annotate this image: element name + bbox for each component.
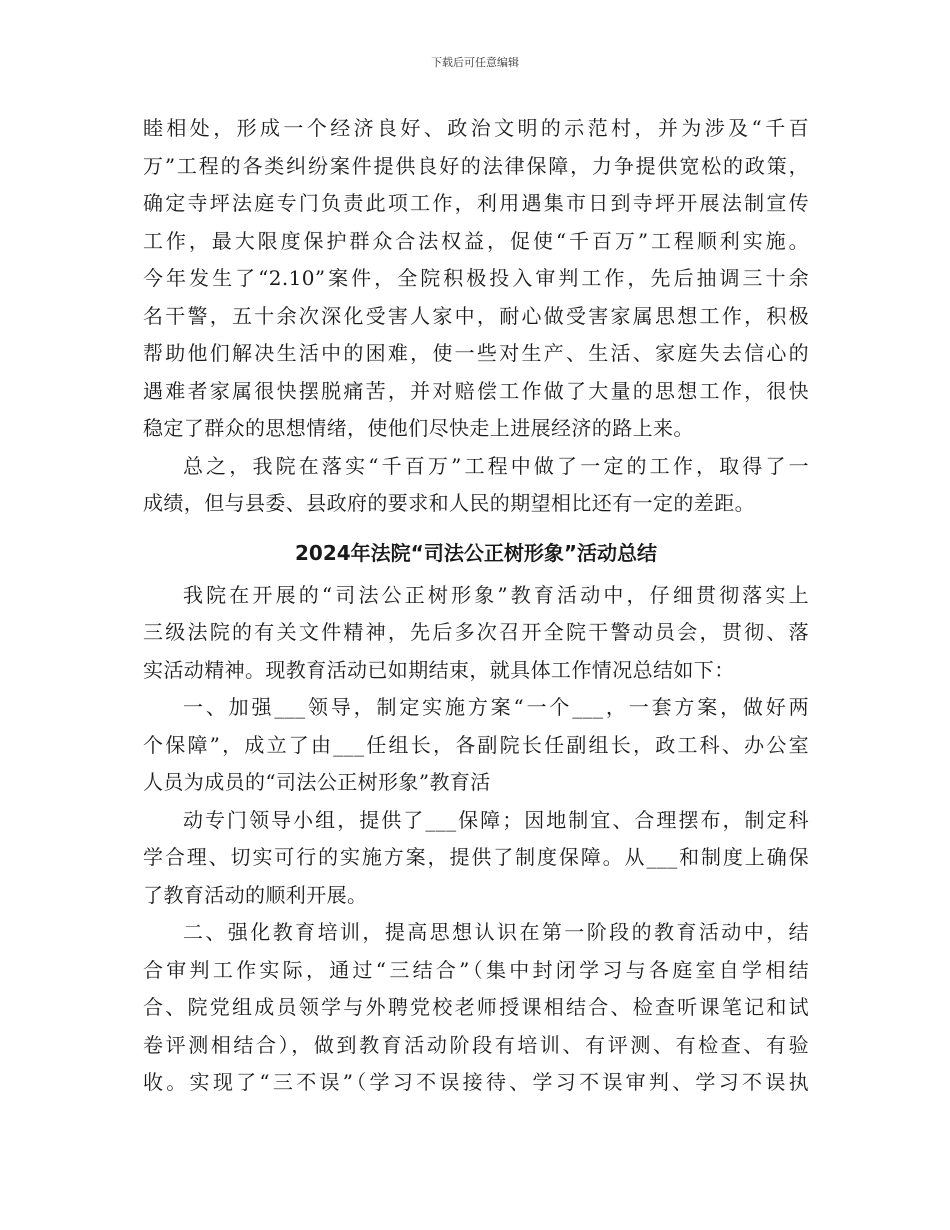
text-line: 稳定了群众的思想情绪，使他们尽快走上进展经济的路上来。 xyxy=(143,416,694,440)
text-line: 合、院党组成员领学与外聘党校老师授课相结合、检查听课笔记和试 xyxy=(143,995,809,1019)
text-line: 收。实现了“三不误”（学习不误接待、学习不误审判、学习不误执 xyxy=(143,1070,809,1094)
text-line: 今年发生了“2.10”案件，全院积极投入审判工作，先后抽调三十余 xyxy=(143,266,809,290)
section-title: 2024年法院“司法公正树形象”活动总结 xyxy=(295,540,657,565)
paragraph-point-1 xyxy=(143,689,809,802)
paragraph-intro xyxy=(143,577,809,690)
text-line: 万”工程的各类纠纷案件提供良好的法律保障，力争提供宽松的政策， xyxy=(143,153,809,178)
text-line: 二、强化教育培训，提高思想认识在第一阶段的教育活动中，结 xyxy=(183,920,809,944)
text-line: 卷评测相结合），做到教育活动阶段有培训、有评测、有检查、有验 xyxy=(143,1032,809,1057)
text-line: 确定寺坪法庭专门负责此项工作，利用遇集市日到寺坪开展法制宣传 xyxy=(143,191,809,215)
document-body xyxy=(143,110,809,1102)
paragraph-summary xyxy=(143,448,809,523)
text-line: 合审判工作实际，通过“三结合”（集中封闭学习与各庭室自学相结 xyxy=(143,957,809,982)
text-line: 名干警，五十余次深化受害人家中，耐心做受害家属思想工作，积极 xyxy=(143,303,809,328)
paragraph-point-1-continued xyxy=(143,802,809,915)
text-line: 人员为成员的“司法公正树形象”教育活 xyxy=(143,770,491,794)
text-line: 睦相处，形成一个经济良好、政治文明的示范村，并为涉及“千百 xyxy=(143,116,809,140)
text-line: 三级法院的有关文件精神，先后多次召开全院干警动员会，贯彻、落 xyxy=(143,620,809,644)
text-line: 遇难者家属很快摆脱痛苦，并对赔偿工作做了大量的思想工作，很快 xyxy=(143,378,809,403)
text-line: 总之，我院在落实“千百万”工程中做了一定的工作，取得了一 xyxy=(183,453,809,478)
text-line: 个保障”，成立了由___任组长，各副院长任副组长，政工科、办公室 xyxy=(143,732,809,757)
paragraph-continuation xyxy=(143,110,809,448)
text-line: 成绩，但与县委、县政府的要求和人民的期望相比还有一定的差距。 xyxy=(143,491,755,515)
text-line: 实活动精神。现教育活动已如期结束，就具体工作情况总结如下： xyxy=(143,657,735,682)
text-line: 我院在开展的“司法公正树形象”教育活动中，仔细贯彻落实上 xyxy=(183,582,809,607)
text-line: 一、加强___领导，制定实施方案“一个___，一套方案，做好两 xyxy=(183,695,809,719)
text-line: 学合理、切实可行的实施方案，提供了制度保障。从___和制度上确保 xyxy=(143,845,809,869)
text-line: 帮助他们解决生活中的困难，使一些对生产、生活、家庭失去信心的 xyxy=(143,341,809,365)
text-line: 了教育活动的顺利开展。 xyxy=(143,882,368,907)
text-line: 动专门领导小组，提供了___保障；因地制宜、合理摆布，制定科 xyxy=(183,807,809,832)
paragraph-point-2 xyxy=(143,914,809,1102)
page-header: 下载后可任意编辑 xyxy=(431,56,519,69)
text-line: 工作，最大限度保护群众合法权益，促使“千百万”工程顺利实施。 xyxy=(143,228,809,253)
